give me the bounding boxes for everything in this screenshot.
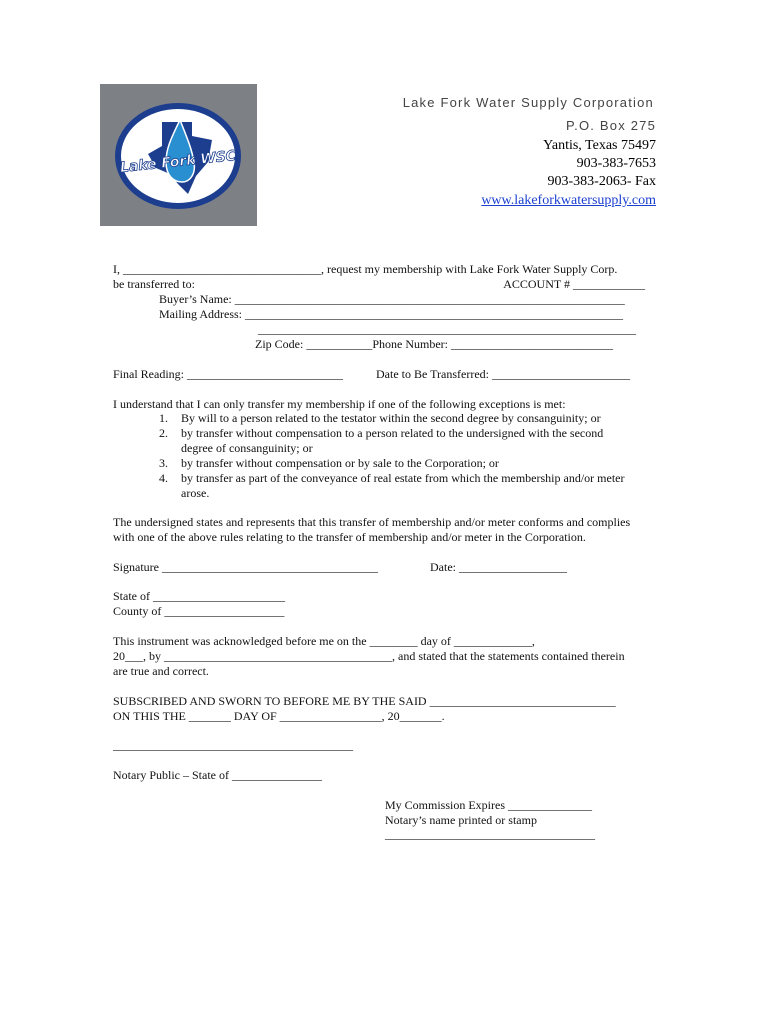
- exception-text: by transfer without compensation to a person related to the undersigned with the second: [181, 426, 604, 440]
- sworn-line: ON THIS THE _______ DAY OF _________________, 20_______.: [113, 709, 445, 723]
- notary-name-line: ___________________________________: [385, 827, 595, 841]
- request-line: I, _________________________________, request my membership with Lake Fork Water Supply Corp.: [113, 262, 618, 276]
- lake-fork-logo-icon: [100, 84, 257, 226]
- statement-line: with one of the above rules relating to the transfer of membership and/or meter in the Corporation.: [113, 530, 586, 544]
- state-field: State of ______________________: [113, 589, 285, 603]
- notary-public-state-field: Notary Public – State of _______________: [113, 768, 322, 782]
- company-logo: [100, 84, 257, 226]
- transfer-to-label: be transferred to:: [113, 277, 195, 291]
- mailing-address-line2: _______________________________________________________________: [258, 322, 636, 336]
- company-name: Lake Fork Water Supply Corporation: [402, 95, 654, 110]
- signature-field: Signature ____________________________________: [113, 560, 378, 574]
- date-field: Date: __________________: [430, 560, 567, 574]
- exceptions-intro: I understand that I can only transfer my membership if one of the following exceptions is met:: [113, 397, 566, 411]
- phone-number: 903-383-7653: [576, 156, 656, 171]
- acknowledgment-line: This instrument was acknowledged before me on the ________ day of _____________,: [113, 634, 535, 648]
- notary-signature-line: ________________________________________: [113, 738, 353, 752]
- final-reading-field: Final Reading: __________________________: [113, 367, 343, 381]
- exception-text: arose.: [181, 486, 210, 500]
- commission-expires-field: My Commission Expires ______________: [385, 798, 593, 812]
- exception-text: by transfer without compensation or by sale to the Corporation; or: [181, 456, 499, 470]
- exception-number: 3.: [159, 456, 168, 470]
- exception-number: 2.: [159, 426, 168, 440]
- exception-text: By will to a person related to the testator within the second degree by consanguinity; or: [181, 411, 601, 425]
- logo-text: Lake Fork WSC: [119, 147, 237, 177]
- county-field: County of ____________________: [113, 604, 285, 618]
- exception-text: by transfer as part of the conveyance of real estate from which the membership and/or meter: [181, 471, 625, 485]
- date-to-be-transferred-field: Date to Be Transferred: _______________________: [376, 367, 630, 381]
- account-field: ACCOUNT # ____________: [503, 277, 645, 291]
- fax-number: 903-383-2063- Fax: [547, 174, 656, 189]
- zip-phone-field: Zip Code: ___________Phone Number: ___________________________: [255, 337, 613, 351]
- acknowledgment-line: 20___, by ______________________________________, and stated that the statements contained therein: [113, 649, 625, 663]
- exception-number: 1.: [159, 411, 168, 425]
- acknowledgment-line: are true and correct.: [113, 664, 209, 678]
- po-box: P.O. Box 275: [565, 118, 656, 133]
- sworn-line: SUBSCRIBED AND SWORN TO BEFORE ME BY THE SAID _______________________________: [113, 694, 616, 708]
- website-link[interactable]: www.lakeforkwatersupply.com: [481, 193, 656, 208]
- buyer-name-field: Buyer’s Name: _________________________________________________________________: [159, 292, 625, 306]
- notary-name-label: Notary’s name printed or stamp: [385, 813, 537, 827]
- exception-number: 4.: [159, 471, 168, 485]
- mailing-address-field: Mailing Address: _______________________________________________________________: [159, 307, 623, 321]
- statement-line: The undersigned states and represents that this transfer of membership and/or meter conforms and complies: [113, 515, 631, 529]
- exception-text: degree of consanguinity; or: [181, 441, 313, 455]
- city-state-zip: Yantis, Texas 75497: [543, 138, 656, 153]
